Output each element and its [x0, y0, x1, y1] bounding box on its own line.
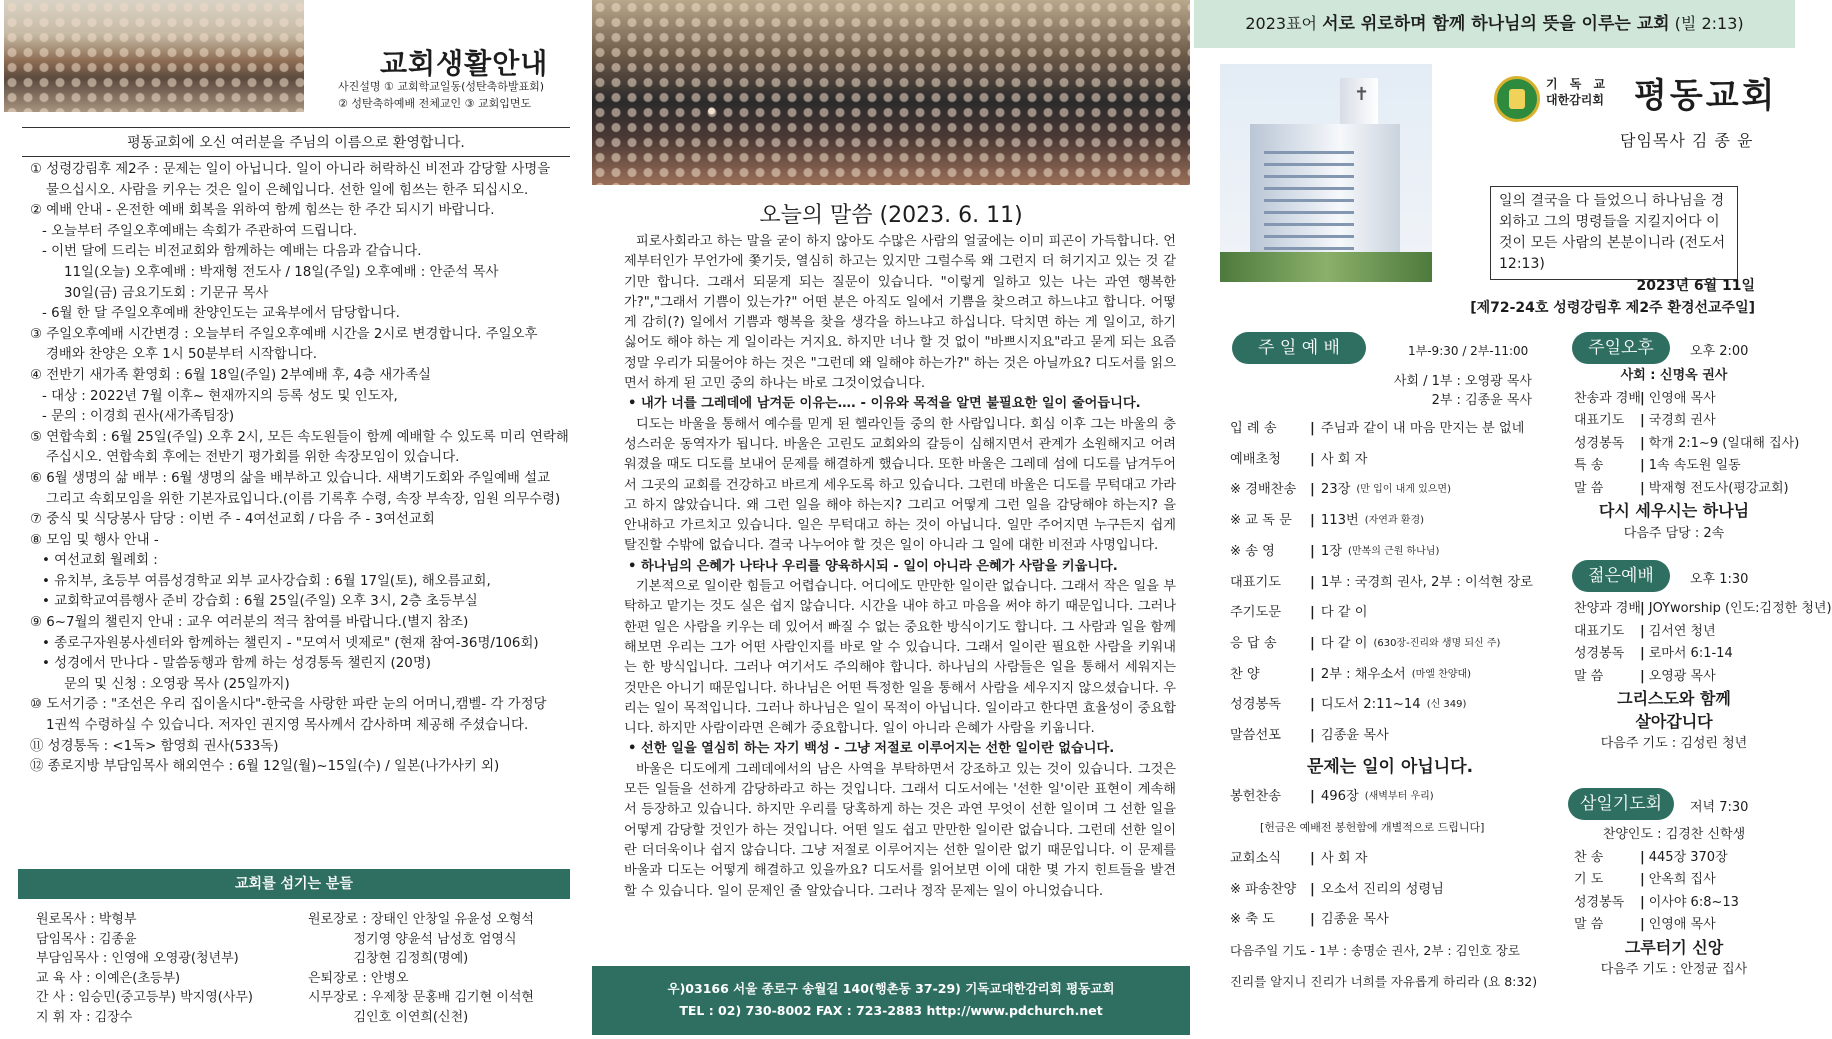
page-title: 교회생활안내	[380, 47, 549, 80]
elder-row: 김인호 이연희(신천)	[308, 1009, 469, 1025]
worship-item-note: (신 349)	[1426, 699, 1467, 711]
separator-bar: |	[1640, 480, 1645, 496]
next-week-prayer: 다음주일 기도 - 1부 : 송명순 권사, 2부 : 김인호 장로	[1230, 942, 1520, 958]
side-item-value: 445장 370장	[1648, 849, 1728, 865]
notice-line: • 교회학교여름행사 준비 강습회 : 6월 25일(주일) 오후 3시, 2층 초등부실	[42, 594, 478, 610]
side-item-value: 오영광 목사	[1648, 668, 1716, 684]
afternoon-order	[1574, 365, 1800, 545]
afternoon-leader: 사회 : 신명옥 권사	[1620, 368, 1728, 383]
worship-item-note: (630장-진리와 생명 되신 주)	[1373, 637, 1501, 649]
side-item	[1574, 478, 1789, 501]
separator-bar: |	[1640, 601, 1645, 616]
youth-order	[1574, 598, 1832, 756]
notice-line: ⑨ 6~7월의 챌린지 안내 : 교우 여러분의 적극 참여를 바랍니다.(별지 참조)	[30, 615, 469, 631]
motto-banner: 2023표어 서로 위로하며 함께 하나님의 뜻을 이루는 교회 (빌 2:13)	[1194, 0, 1795, 48]
worship-item-label: ※ 축 도	[1230, 912, 1275, 928]
servant-row: 교 육 사 : 이예은(초등부)	[36, 970, 181, 986]
side-item-label: 말 씀	[1574, 668, 1604, 684]
side-item	[1574, 869, 1774, 892]
worship-item-label: 예배초청	[1230, 451, 1281, 467]
side-item	[1574, 433, 1800, 456]
sermon-text	[624, 232, 1176, 902]
wednesday-sermon: 그루터기 신앙	[1624, 937, 1724, 957]
side-item-value: 로마서 6:1-14	[1648, 646, 1733, 661]
separator-bar: |	[1310, 697, 1315, 713]
side-item	[1574, 643, 1774, 666]
servant-row: 원로목사 : 박형부	[36, 912, 137, 927]
notice-line: ⑧ 모임 및 행사 안내 -	[30, 532, 159, 548]
afternoon-service-time: 오후 2:00	[1690, 344, 1749, 359]
separator-bar: |	[1310, 881, 1315, 897]
worship-item	[1230, 905, 1550, 936]
worship-item-value: 오소서 진리의 성령님	[1320, 881, 1444, 897]
sermon-paragraph: 기본적으로 일이란 힘들고 어렵습니다. 어디에도 만만한 일이란 없습니다. 그래서 작은 일을 부탁하고 맡기는 것도 실은 쉽지 않습니다. 시간을 내야 하고 마음을 써야 하기 때문입니다. 그러나 한편 일은 사람을 키우는 데 있어서 빠질 수 없는 중요한 방식이기도 합니다. 그 사람과 일을 함께 해보면 우리는 그가 어떤 사람인지를 바로 알 수 있습니다. 그래서 일이란 필요한 사람을 키워내는 한 방식입니다. 그러나 여기서도 주의해야 합니다. 하나님의 사람들은 일을 통해서 세워지는 것만은 아니기 때문입니다. 하나님은 어떤 특정한 일을 통해서 사람을 세우지지 않으셨습니다. 우리는 일이 목적입니다. 그러나 하나님은 일이 목적이 아닙니다. 일이라고 한다면 효율성이 중요합니다. 하지만 사람이라면 은혜가 중요합니다. 일이 아니라 은혜가 사람을 키웁니다.	[624, 579, 1176, 737]
separator-bar: |	[1310, 574, 1315, 590]
worship-item-value: 1장	[1320, 543, 1342, 559]
separator-bar: |	[1310, 666, 1315, 682]
notice-line: ⑦ 중식 및 식당봉사 담당 : 이번 주 - 4여선교회 / 다음 주 - 3여선교회	[30, 512, 435, 528]
worship-item	[1230, 445, 1550, 476]
notice-line: • 종로구자원봉사센터와 함께하는 챌린지 - "모여서 넷제로" (현재 참여-36명/106회)	[42, 635, 539, 651]
notice-line: 1권씩 수령하실 수 있습니다. 저자인 권지영 목사께서 감사하며 제공해 주셨습니다.	[46, 718, 529, 734]
notice-line: ⑤ 연합속회 : 6월 25일(주일) 오후 2시, 모든 속도원들이 함께 예배할 수 있도록 미리 연락해	[30, 429, 569, 445]
side-item-value: JOYworship (인도:김정한 청년)	[1648, 601, 1832, 616]
wednesday-leader: 찬양인도 : 김경찬 신학생	[1602, 827, 1746, 842]
sunday-service-header: 주 일 예 배	[1232, 332, 1366, 364]
worship-item-value: 사 회 자	[1320, 451, 1368, 467]
separator-bar: |	[1310, 543, 1315, 559]
side-item-label: 성경봉독	[1574, 435, 1625, 451]
methodist-logo-icon	[1494, 76, 1540, 122]
notice-line: • 성경에서 만나다 - 말씀동행과 함께 하는 성경통독 챌린지 (20명)	[42, 656, 431, 672]
separator-bar: |	[1310, 421, 1315, 436]
youth-next: 다음주 기도 : 김성린 청년	[1600, 736, 1748, 751]
side-item	[1574, 847, 1774, 870]
sermon-subject: 문제는 일이 아닙니다.	[1306, 756, 1474, 777]
side-item-label: 말 씀	[1574, 480, 1604, 496]
wednesday-order	[1574, 824, 1774, 982]
side-item-label: 대표기도	[1574, 623, 1625, 639]
worship-item-value: 사 회 자	[1320, 850, 1368, 866]
wednesday-prayer-header: 삼일기도회	[1568, 788, 1674, 820]
worship-item-value: 김종윤 목사	[1320, 912, 1389, 928]
notice-line: 주십시오. 연합속회 후에는 전반기 평가회를 위한 속장모임이 있습니다.	[46, 450, 460, 466]
side-item-value: 이사야 6:8~13	[1648, 894, 1739, 910]
worship-item	[1230, 568, 1550, 599]
side-item-label: 찬 송	[1574, 849, 1604, 865]
notice-line: 문의 및 신청 : 오영광 목사 (25일까지)	[64, 676, 290, 692]
congregation-photo	[592, 0, 1190, 185]
separator-bar: |	[1640, 458, 1645, 473]
notice-line: - 오늘부터 주일오후예배는 속회가 주관하여 드립니다.	[42, 223, 357, 239]
sermon-heading: • 내가 너를 그레데에 남겨둔 이유는…. - 이유와 목적을 알면 불필요한 일이 줄어듭니다.	[628, 396, 1141, 412]
servants-header: 교회를 섬기는 분들	[18, 869, 570, 899]
worship-item	[1230, 414, 1550, 445]
worship-item-label: 말씀선포	[1230, 728, 1281, 744]
side-item	[1574, 410, 1774, 433]
side-item-value: 1속 속도원 일동	[1648, 458, 1741, 473]
photo-caption: 사진설명 ① 교회학교일동(성탄축하발표회) ② 성탄축하예배 전체교인 ③ 교회입면도	[338, 80, 545, 110]
side-item	[1574, 388, 1774, 411]
closing-verse: 진리를 알지니 진리가 너희를 자유롭게 하리라 (요 8:32)	[1230, 973, 1538, 989]
middle-column	[588, 0, 1194, 1039]
elder-row: 시무장로 : 우제창 문홍배 김기현 이석현	[308, 990, 534, 1005]
notice-line: - 문의 : 이경희 권사(새가족팀장)	[42, 409, 235, 425]
side-item-value: 안옥희 집사	[1648, 872, 1716, 887]
afternoon-sermon: 다시 세우시는 하나님	[1598, 501, 1750, 520]
notice-line: ⑪ 성경통독 : <1독> 함영희 권사(533독)	[30, 738, 279, 754]
sermon-paragraph: 피로사회라고 하는 말을 굳이 하지 않아도 수많은 사람의 얼굴에는 이미 피곤이 가득합니다. 언제부터인가 무언가에 쫓기듯, 열심히 하고는 있지만 그럴수록 왜 그런지 더 허기지고 있는 것 같기만 합니다. 그래서 되묻게 되는 질문이 있습니다. "이렇게 일하고 있는 나는 과연 행복한가?","그래서 기쁨이 있는가?" 어떤 분은 아직도 일에서 기쁨을 찾으려고 하느냐고 합니다. 어떻게 감히(?) 일에서 기쁨과 행복을 찾을 생각을 하느냐고 하십니다. 닥치면 하는 게 일이고, 하기 싫어도 해야 하는 게 일이라는 거지요. 하지만 너나 할 것 없이 "바쁘시지요"라고 묻게 되는 요즘 정말 우리가 되물어야 하는 것은 "그런데 왜 일해야 하는가?" 하는 것은 아닐까요? 디도서를 읽으면서 하게 된 고민 중의 하나는 바로 그것이었습니다.	[624, 234, 1176, 392]
separator-bar: |	[1310, 451, 1315, 467]
separator-bar: |	[1640, 435, 1645, 451]
worship-item	[1230, 721, 1550, 752]
worship-item	[1230, 660, 1550, 691]
elder-row: 김창현 김정희(명예)	[308, 951, 469, 966]
notice-line: 11일(오늘) 오후예배 : 박재형 전도사 / 18일(주일) 오후예배 : 안준석 목사	[64, 264, 499, 280]
worship-item-label: ※ 송 영	[1230, 543, 1275, 559]
sermon-paragraph: 바울은 디도에게 그레데에서의 남은 사역을 부탁하면서 강조하고 있는 것이 있습니다. 그것은 모든 일들을 선하게 감당하라고 하는 것입니다. 그래서 디도서에는 '선한 일'이란 표현이 계속해서 등장하고 있습니다. 하지만 우리를 당혹하게 하는 것은 과연 무엇이 선한 일이며 그 선한 일을 어떻게 감당할 것인가 하는 것입니다. 어떤 일도 쉽고 만만한 일이란 없습니다. 그런데 선한 일이란 더더욱이나 쉽지 않습니다. 그냥 저절로 이루어지는 선한 일이란 없기 때문입니다. 이 문제를 바울과 디도는 어떻게 해결하고 있을까요? 디도서를 읽어보면 이에 대한 몇 가지 힌트들을 발견할 수 있습니다. 일이 문제인 줄 알았습니다. 그러나 정작 문제는 일이 아니었습니다.	[624, 761, 1176, 899]
separator-bar: |	[1310, 513, 1315, 529]
right-column	[1194, 0, 1832, 1039]
wednesday-prayer-time: 저녁 7:30	[1690, 800, 1749, 815]
afternoon-service-header: 주일오후	[1572, 332, 1670, 364]
side-item-label: 대표기도	[1574, 413, 1625, 428]
notice-line: 물으십시오. 사람을 키우는 것은 일이 은혜입니다. 선한 일에 힘쓰는 한주 되십시오.	[46, 182, 529, 198]
separator-bar: |	[1310, 850, 1315, 866]
sermon-paragraph: 디도는 바울을 통해서 예수를 믿게 된 헬라인들 중의 한 사람입니다. 회심 이후 그는 바울의 충성스러운 동역자가 됩니다. 바울은 고린도 교회와의 갈등이 심해지면서 관계가 소원해지고 어려워졌을 때도 디도를 보내어 문제를 해결하게 했습니다. 또한 바울은 그레데 섬에 디도를 남겨두어 서 그곳의 교회를 건강하고 바르게 세우도록 하고 있습니다. 그런데 바울은 디도를 무턱대고 가라고 하지 않았습니다. 왜 그런 일을 해야 하는지? 그리고 어떻게 그런 일을 감당해야 하는지? 을 안내하고 가르치고 있습니다. 일은 무턱대고 하는 것이 아닙니다. 일만 주어지면 누구든지 쉽게 탈진할 수밖에 없습니다. 결국 나누어야 할 것은 일이 아니라 그 일에 대한 비전과 사명입니다.	[624, 416, 1176, 554]
church-building-image: ✝	[1220, 64, 1432, 282]
worship-item-label: ※ 파송찬양	[1230, 881, 1297, 897]
worship-item-label: 대표기도	[1230, 574, 1281, 590]
separator-bar: |	[1310, 482, 1315, 498]
side-item-value: 김서연 청년	[1648, 623, 1716, 639]
side-item-value: 국경희 권사	[1648, 413, 1716, 428]
worship-item-value: 496장	[1320, 789, 1359, 805]
side-item	[1574, 892, 1774, 915]
church-school-photo	[4, 0, 304, 112]
worship-item-value: 1부 : 국경희 권사, 2부 : 이석현 장로	[1320, 574, 1533, 590]
servant-row: 지 휘 자 : 김장수	[36, 1009, 133, 1025]
worship-item-label: 봉헌찬송	[1230, 789, 1281, 805]
worship-item	[1230, 506, 1550, 537]
notice-line: 30일(금) 금요기도회 : 기문규 목사	[64, 285, 269, 301]
worship-item-value: 다 같 이	[1320, 605, 1368, 621]
servant-row: 담임목사 : 김종윤	[36, 931, 137, 947]
side-item-value: 인영애 목사	[1648, 917, 1716, 932]
sermon-title: 오늘의 말씀 (2023. 6. 11)	[759, 203, 1023, 228]
worship-item-value: 김종윤 목사	[1320, 728, 1389, 744]
worship-item	[1230, 690, 1550, 721]
notice-line: - 6월 한 달 주일오후예배 찬양인도는 교육부에서 담당합니다.	[42, 306, 400, 322]
side-item	[1574, 621, 1774, 644]
welcome-message: 평동교회에 오신 여러분을 주님의 이름으로 환영합니다.	[22, 127, 570, 157]
elder-row: 정기영 양윤석 남성호 엄영식	[308, 931, 517, 947]
sermon-heading: • 선한 일을 열심히 하는 자기 백성 - 그냥 저절로 이루어지는 선한 일이란 없습니다.	[628, 741, 1115, 757]
elder-row: 은퇴장로 : 안병오	[308, 970, 409, 986]
worship-item	[1230, 875, 1550, 906]
sunday-leaders: 사회 / 1부 : 오영광 목사 2부 : 김종윤 목사	[1393, 374, 1532, 408]
sunday-order-of-worship	[1230, 414, 1550, 997]
notice-line: ⑩ 도서기증 : "조선은 우리 집이올시다"-한국을 사랑한 파란 눈의 어머니,캠벨- 각 가정당	[30, 697, 547, 713]
denomination-name: 기 독 교 대한감리회	[1546, 77, 1610, 107]
youth-sermon-line2: 살아갑니다	[1635, 711, 1713, 731]
separator-bar: |	[1640, 894, 1645, 910]
youth-sermon-line1: 그리스도와 함께	[1617, 689, 1731, 708]
separator-bar: |	[1310, 912, 1315, 928]
worship-item-label: 입 례 송	[1230, 421, 1277, 436]
youth-service-time: 오후 1:30	[1690, 572, 1749, 587]
worship-item-note: (새벽부터 우리)	[1364, 791, 1434, 803]
worship-item	[1230, 844, 1550, 875]
worship-item-note: (자연과 환경)	[1364, 515, 1425, 527]
worship-item-label: 주기도문	[1230, 605, 1281, 621]
separator-bar: |	[1640, 623, 1645, 639]
notice-line: 그리고 속회모임을 위한 기본자료입니다.(이름 기록후 수령, 속장 부속장, 임원 의무수령)	[46, 491, 561, 507]
worship-item-value: 주님과 같이 내 마음 만지는 분 없네	[1320, 421, 1525, 436]
separator-bar: |	[1640, 849, 1645, 865]
elder-row: 원로장로 : 장태인 안창일 유윤성 오형석	[308, 912, 534, 927]
worship-item-label: 교회소식	[1230, 850, 1281, 866]
worship-item	[1230, 598, 1550, 629]
offering-note: [헌금은 예배전 봉헌함에 개별적으로 드립니다]	[1260, 821, 1485, 835]
notice-line: ⑥ 6월 생명의 삶 배부 : 6월 생명의 삶을 배부하고 있습니다. 새벽기도회와 주일예배 설교	[30, 470, 551, 486]
side-item	[1574, 666, 1774, 689]
separator-bar: |	[1640, 646, 1645, 661]
worship-item-label: ※ 경배찬송	[1230, 482, 1297, 498]
side-item-label: 성경봉독	[1574, 646, 1625, 661]
side-item-value: 박재형 전도사(평강교회)	[1648, 480, 1789, 496]
bible-verse-box: 일의 결국을 다 들었으니 하나님을 경외하고 그의 명령들을 지킬지어다 이것이 모든 사람의 본분이니라 (전도서 12:13)	[1490, 186, 1738, 280]
notice-line: ④ 전반기 새가족 환영회 : 6월 18일(주일) 2부예배 후, 4층 새가족실	[30, 367, 431, 383]
separator-bar: |	[1310, 728, 1315, 744]
sunday-service-time: 1부-9:30 / 2부-11:00	[1408, 344, 1529, 358]
side-item-label: 특 송	[1574, 458, 1604, 473]
bulletin-date: 2023년 6월 11일 [제72-24호 성령강림후 제2주 환경선교주일]	[1470, 278, 1755, 316]
worship-item-value: 2부 : 채우소서	[1320, 666, 1406, 682]
worship-item-note: (만복의 근원 하나님)	[1347, 545, 1440, 557]
worship-item-value: 23장	[1320, 482, 1351, 498]
worship-item-note: (마엘 찬양대)	[1411, 668, 1472, 680]
side-item-label: 말 씀	[1574, 917, 1604, 932]
notice-line: ③ 주일오후예배 시간변경 : 오늘부터 주일오후예배 시간을 2시로 변경합니다. 주일오후	[30, 326, 538, 342]
side-item-value: 인영애 목사	[1648, 390, 1716, 406]
side-item-label: 찬송과 경배	[1574, 390, 1641, 406]
notice-line: • 유치부, 초등부 여름성경학교 외부 교사강습회 : 6월 17일(토), 해오름교회,	[42, 573, 491, 589]
notice-line: • 여선교회 월례회 :	[42, 553, 158, 569]
worship-item	[1230, 537, 1550, 568]
worship-item-label: 응 답 송	[1230, 635, 1277, 651]
side-item	[1574, 598, 1832, 621]
separator-bar: |	[1310, 605, 1315, 621]
notice-line: - 이번 달에 드리는 비전교회와 함께하는 예배는 다음과 같습니다.	[42, 244, 422, 260]
worship-item	[1230, 629, 1550, 660]
sermon-heading: • 하나님의 은혜가 나타나 우리를 양육하시되 - 일이 아니라 은혜가 사람을 키웁니다.	[628, 558, 1118, 574]
side-item	[1574, 455, 1774, 478]
side-item	[1574, 914, 1774, 937]
notice-line: 경배와 찬양은 오후 1시 50분부터 시작합니다.	[46, 347, 317, 363]
side-item-label: 성경봉독	[1574, 894, 1625, 910]
worship-item-label: ※ 교 독 문	[1230, 513, 1292, 529]
notice-line: ① 성령강림후 제2주 : 문제는 일이 아닙니다. 일이 아니라 허락하신 비전과 감당할 사명을	[30, 162, 551, 177]
worship-item	[1230, 475, 1550, 506]
separator-bar: |	[1640, 917, 1645, 932]
separator-bar: |	[1640, 390, 1645, 406]
worship-item-note: (만 입이 내게 있으면)	[1356, 484, 1451, 496]
notice-line: - 대상 : 2022년 7월 이후~ 현재까지의 등록 성도 및 인도자,	[42, 388, 398, 404]
side-item-value: 학개 2:1~9 (일대해 집사)	[1648, 435, 1800, 451]
afternoon-next: 다음주 담당 : 2속	[1623, 525, 1725, 541]
church-address-footer: 우)03166 서울 종로구 송월길 140(행촌동 37-29) 기독교대한감리회 평동교회 TEL : 02) 730-8002 FAX : 723-2883 http://www.pdchurch.net	[592, 966, 1190, 1035]
notice-line: ⑫ 종로지방 부담임목사 해외연수 : 6월 12일(월)~15일(수) / 일본(나가사키 외)	[30, 759, 500, 775]
worship-item-value: 디도서 2:11~14	[1320, 697, 1421, 713]
servant-row: 간 사 : 임승민(중고등부) 박지영(사무)	[36, 990, 254, 1005]
separator-bar: |	[1640, 668, 1645, 684]
separator-bar: |	[1310, 789, 1315, 805]
notice-line: ② 예배 안내 - 온전한 예배 회복을 위하여 함께 힘쓰는 한 주간 되시기 바랍니다.	[30, 203, 495, 219]
senior-pastor: 담임목사 김 종 윤	[1620, 131, 1754, 150]
side-item-label: 기 도	[1574, 872, 1604, 887]
notice-list	[30, 160, 575, 778]
side-item-label: 찬양과 경배	[1574, 601, 1641, 616]
servant-row: 부담임목사 : 인영애 오영광(청년부)	[36, 951, 239, 966]
worship-item-value: 113번	[1320, 513, 1359, 529]
youth-service-header: 젊은예배	[1572, 560, 1670, 592]
separator-bar: |	[1640, 413, 1645, 428]
church-name: 평동교회	[1634, 76, 1778, 116]
worship-item-label: 찬 양	[1230, 666, 1260, 682]
worship-item-value: 다 같 이	[1320, 635, 1368, 651]
separator-bar: |	[1640, 872, 1645, 887]
wednesday-next: 다음주 기도 : 안정균 집사	[1600, 962, 1748, 977]
left-column	[0, 0, 580, 1039]
worship-item-label: 성경봉독	[1230, 697, 1281, 713]
separator-bar: |	[1310, 635, 1315, 651]
worship-item	[1230, 782, 1550, 813]
